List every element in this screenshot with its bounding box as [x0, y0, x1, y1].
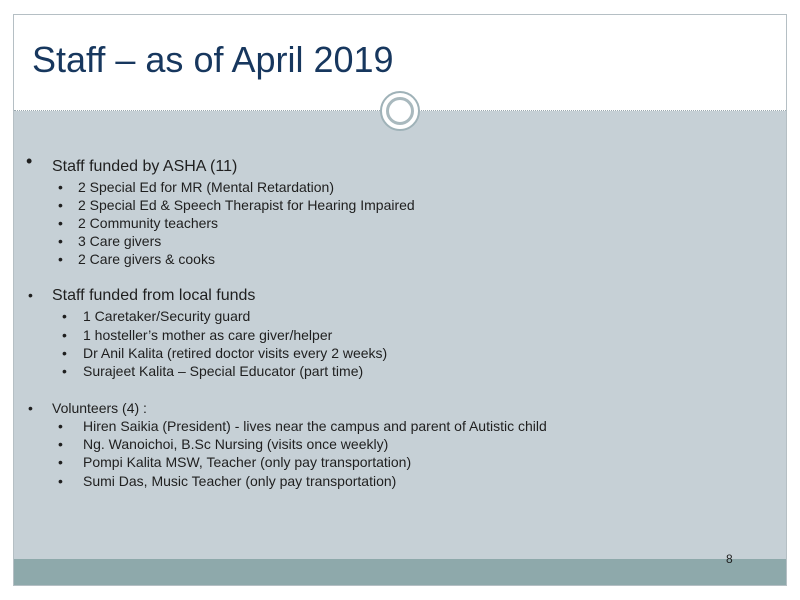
sub-bullet: •	[58, 197, 63, 213]
page-number: 8	[726, 552, 733, 566]
sub-bullet: •	[62, 308, 67, 324]
sub-bullet: •	[62, 345, 67, 361]
list-item: Ng. Wanoichoi, B.Sc Nursing (visits once weekly)	[83, 436, 389, 452]
circle-ornament-icon	[380, 91, 420, 131]
section-heading-local-funds: Staff funded from local funds	[52, 287, 256, 304]
list-item: 2 Care givers & cooks	[78, 251, 215, 267]
list-item: Surajeet Kalita – Special Educator (part time)	[83, 363, 364, 379]
footer-bar	[14, 559, 786, 585]
sub-bullet: •	[58, 436, 63, 452]
sub-bullet: •	[58, 215, 63, 231]
sub-bullet: •	[58, 454, 63, 470]
list-item: 2 Community teachers	[78, 215, 219, 231]
list-item: Sumi Das, Music Teacher (only pay transportation)	[83, 473, 397, 489]
content-area	[14, 111, 786, 559]
sub-bullet: •	[58, 233, 63, 249]
sub-bullet: •	[58, 179, 63, 195]
list-item: 2 Special Ed & Speech Therapist for Hearing Impaired	[78, 197, 415, 213]
section-heading-volunteers: Volunteers (4) :	[52, 400, 147, 416]
sub-bullet: •	[62, 327, 67, 343]
slide	[13, 14, 787, 586]
sub-bullet: •	[62, 363, 67, 379]
section-bullet: •	[28, 287, 33, 303]
section-bullet: •	[28, 400, 33, 416]
list-item: Hiren Saikia (President) - lives near the campus and parent of Autistic child	[83, 418, 547, 434]
sub-bullet: •	[58, 473, 63, 489]
section-bullet: •	[26, 151, 33, 171]
section-heading-asha: Staff funded by ASHA (11)	[52, 158, 238, 175]
list-item: 3 Care givers	[78, 233, 162, 249]
sub-bullet: •	[58, 418, 63, 434]
list-item: 1 hosteller’s mother as care giver/helper	[83, 327, 333, 343]
list-item: 2 Special Ed for MR (Mental Retardation)	[78, 179, 334, 195]
list-item: Dr Anil Kalita (retired doctor visits every 2 weeks)	[83, 345, 388, 361]
list-item: Pompi Kalita MSW, Teacher (only pay transportation)	[83, 454, 412, 470]
sub-bullet: •	[58, 251, 63, 267]
list-item: 1 Caretaker/Security guard	[83, 308, 251, 324]
slide-title: Staff – as of April 2019	[32, 39, 394, 80]
